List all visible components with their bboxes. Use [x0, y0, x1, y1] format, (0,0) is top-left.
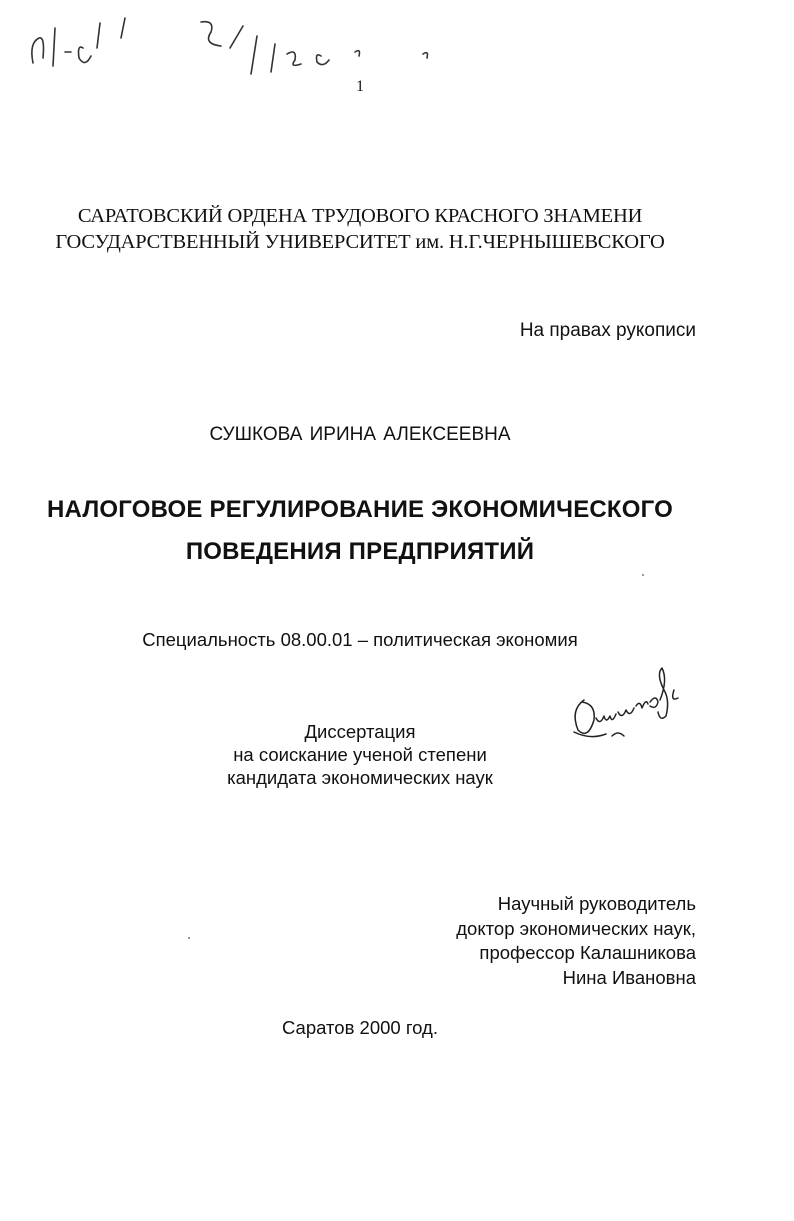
- handwritten-archive-code: [25, 8, 445, 78]
- dissertation-line-1: Диссертация: [304, 721, 416, 742]
- dissertation-line-3: кандидата экономических наук: [227, 767, 493, 788]
- supervisor-block: [396, 892, 696, 990]
- handwritten-signature: [560, 660, 690, 750]
- manuscript-note: На правах рукописи: [519, 320, 696, 341]
- supervisor-line-3: профессор Калашникова: [479, 942, 696, 963]
- university-line-1: САРАТОВСКИЙ ОРДЕНА ТРУДОВОГО КРАСНОГО ЗНАМЕНИ: [77, 205, 643, 227]
- title-line-1: НАЛОГОВОЕ РЕГУЛИРОВАНИЕ ЭКОНОМИЧЕСКОГО: [46, 496, 674, 523]
- title-line-2: ПОВЕДЕНИЯ ПРЕДПРИЯТИЙ: [185, 538, 535, 565]
- supervisor-line-4: Нина Ивановна: [562, 966, 696, 988]
- university-line-2: ГОСУДАРСТВЕННЫЙ УНИВЕРСИТЕТ им. Н.Г.ЧЕРНЫШЕВСКОГО: [55, 231, 665, 253]
- dissertation-title: [20, 489, 700, 573]
- dissertation-line-2: на соискание ученой степени: [233, 744, 487, 765]
- place-and-year: Саратов 2000 год.: [281, 1017, 438, 1038]
- university-name: [40, 203, 680, 255]
- supervisor-line-2: доктор экономических наук,: [456, 917, 696, 939]
- dissertation-block: [170, 720, 550, 789]
- scan-speck: [642, 574, 644, 576]
- page-number: 1: [356, 78, 364, 95]
- scan-speck: [188, 937, 190, 939]
- author-name: СУШКОВА ИРИНА АЛЕКСЕЕВНА: [209, 424, 511, 445]
- specialty: Специальность 08.00.01 – политическая экономия: [142, 629, 578, 650]
- supervisor-line-1: Научный руководитель: [497, 893, 696, 914]
